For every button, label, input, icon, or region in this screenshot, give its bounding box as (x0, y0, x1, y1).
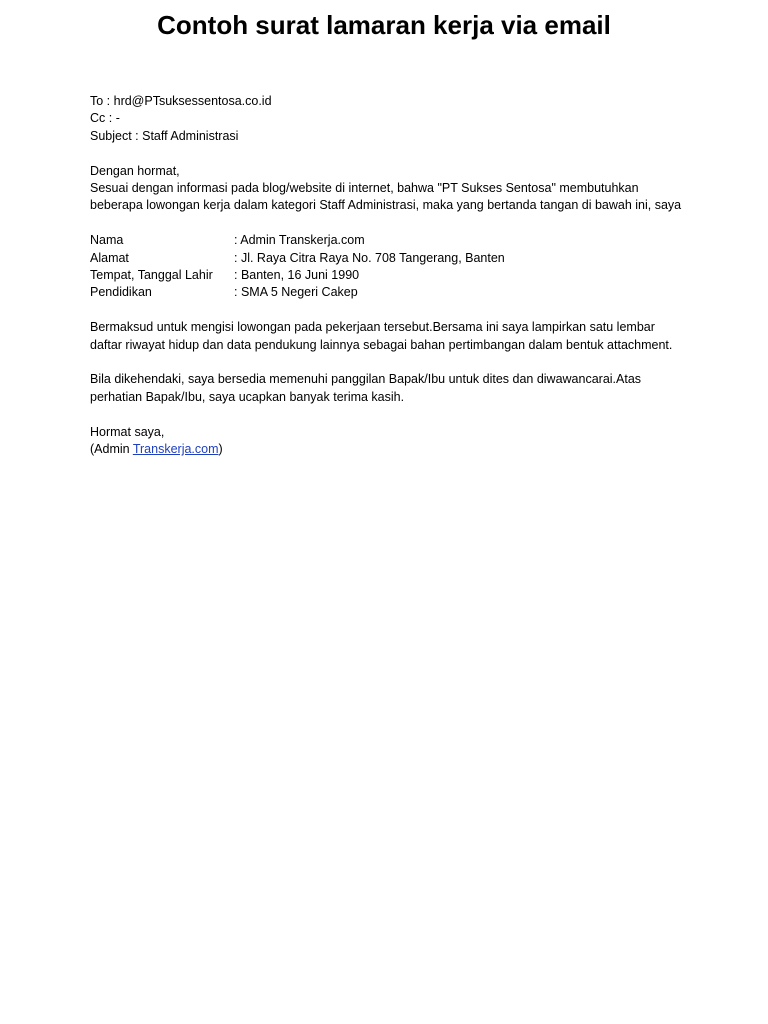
detail-label: Pendidikan (90, 285, 152, 300)
spacer (90, 302, 690, 319)
signature-link[interactable]: Transkerja.com (132, 442, 219, 457)
detail-row (90, 250, 690, 267)
detail-value: : Admin Transkerja.com (234, 233, 365, 248)
signature-suffix: ) (218, 442, 223, 457)
spacer (90, 354, 690, 371)
email-cc: Cc : - (90, 111, 120, 126)
body-paragraph-1: Bermaksud untuk mengisi lowongan pada pekerjaan tersebut.Bersama ini saya lampirkan satu lembar daftar riwayat hidup dan data pendukung lainnya sebagai bahan pertimbangan dalam bentuk attachment. (90, 320, 673, 352)
detail-label: Alamat (90, 250, 129, 265)
email-subject: Subject : Staff Administrasi (90, 128, 239, 143)
detail-label: Nama (90, 233, 124, 248)
detail-value: : SMA 5 Negeri Cakep (234, 285, 358, 300)
detail-value: : Banten, 16 Juni 1990 (234, 268, 360, 283)
spacer (90, 215, 690, 232)
detail-row (90, 284, 690, 301)
detail-label: Tempat, Tanggal Lahir (90, 268, 213, 283)
document-title: Contoh surat lamaran kerja via email (157, 10, 611, 40)
body-paragraph-2: Bila dikehendaki, saya bersedia memenuhi panggilan Bapak/Ibu untuk dites dan diwawancarai.Atas perhatian Bapak/Ibu, saya ucapkan banyak terima kasih. (90, 372, 642, 404)
detail-value: : Jl. Raya Citra Raya No. 708 Tangerang, Banten (234, 250, 505, 265)
email-to: To : hrd@PTsuksessentosa.co.id (90, 94, 272, 108)
greeting: Dengan hormat, (90, 163, 180, 178)
intro-paragraph: Sesuai dengan informasi pada blog/website di internet, bahwa "PT Sukses Sentosa" membutuhkan beberapa lowongan kerja dalam kategori Staff Administrasi, maka yang bertanda tangan di bawah ini, saya (90, 181, 682, 213)
letter-body (90, 93, 690, 458)
signature-prefix: (Admin (90, 442, 133, 457)
detail-row (90, 267, 690, 284)
spacer (90, 145, 690, 162)
closing: Hormat saya, (90, 424, 165, 439)
detail-row (90, 232, 690, 249)
spacer (90, 406, 690, 423)
signature (90, 441, 690, 458)
